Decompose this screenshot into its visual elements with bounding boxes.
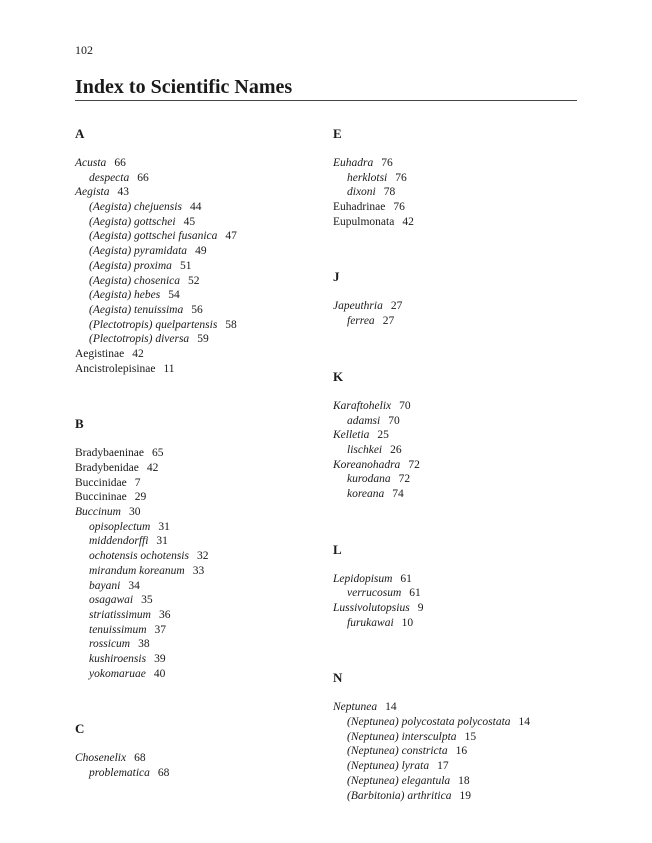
entry-name: ferrea	[347, 315, 375, 328]
entry-name: dixoni	[347, 186, 376, 199]
index-entry	[75, 362, 315, 377]
index-entry	[333, 443, 573, 458]
entry-name: Euhadrinae	[333, 201, 386, 214]
index-entry	[75, 215, 315, 230]
entry-page: 42	[146, 462, 159, 474]
index-entry	[333, 414, 573, 429]
entry-name: rossicum	[89, 638, 131, 651]
index-entry	[75, 185, 315, 200]
entry-name: Ancistrolepisinae	[75, 362, 156, 375]
entry-name: middendorffi	[89, 535, 149, 548]
index-entry	[75, 623, 315, 638]
entry-name: Neptunea	[333, 701, 378, 714]
index-entry	[333, 200, 573, 215]
entry-name: (Neptunea) elegantula	[347, 774, 451, 787]
index-entry	[75, 200, 315, 215]
entry-name: (Aegista) hebes	[89, 289, 161, 302]
entry-page: 39	[154, 652, 166, 665]
entry-name: kushiroensis	[89, 652, 147, 665]
entry-page: 17	[437, 760, 449, 773]
entry-page: 47	[225, 230, 237, 243]
entry-name: Japeuthria	[333, 300, 383, 313]
index-entry	[333, 715, 573, 730]
entry-page: 40	[153, 667, 166, 680]
entry-page: 58	[225, 318, 237, 331]
index-entry	[333, 314, 573, 329]
index-section-n	[333, 670, 573, 803]
entry-page: 29	[134, 491, 147, 504]
page-number: 102	[75, 43, 93, 57]
entry-page: 42	[402, 215, 414, 228]
index-section-b	[75, 416, 315, 681]
entry-page: 43	[117, 186, 129, 199]
entry-page: 59	[197, 333, 209, 346]
entry-page: 35	[141, 594, 153, 607]
index-entry	[75, 347, 315, 362]
entry-name: Buccinum	[75, 506, 121, 519]
entry-page: 66	[137, 171, 149, 184]
index-entry	[75, 520, 315, 535]
entry-page: 66	[114, 157, 126, 169]
page-title: Index to Scientific Names	[75, 76, 577, 101]
entry-page: 30	[128, 506, 141, 519]
entry-name: Karaftohelix	[333, 399, 392, 412]
entry-name: (Plectotropis) diversa	[89, 333, 190, 346]
entry-page: 65	[151, 447, 164, 460]
index-entry	[333, 299, 573, 314]
index-entry	[75, 534, 315, 549]
entry-name: Eupulmonata	[333, 215, 395, 228]
entry-name: (Barbitonia) arthritica	[347, 789, 452, 802]
index-entry	[333, 399, 573, 414]
entry-page: 19	[459, 789, 471, 802]
index-entry	[75, 608, 315, 623]
entry-page: 70	[388, 414, 400, 427]
entry-page: 76	[381, 157, 393, 169]
entry-name: (Neptunea) constricta	[347, 745, 448, 758]
entry-page: 56	[191, 303, 203, 316]
index-entry	[333, 171, 573, 186]
entry-page: 78	[383, 186, 396, 199]
entry-page: 70	[399, 399, 411, 412]
index-entry	[75, 303, 315, 318]
entry-name: herklotsi	[347, 171, 388, 184]
entry-page: 7	[134, 476, 141, 489]
index-entry	[75, 667, 315, 682]
section-letter: L	[333, 541, 342, 557]
index-entry	[333, 616, 573, 631]
entry-page: 44	[189, 201, 202, 214]
index-entry	[75, 156, 315, 171]
entry-name: kurodana	[347, 473, 391, 486]
entry-page: 31	[156, 535, 168, 548]
entry-page: 32	[196, 550, 209, 563]
entry-page: 72	[408, 458, 420, 471]
index-entry	[333, 730, 573, 745]
entry-page: 51	[179, 259, 192, 272]
index-entry	[333, 601, 573, 616]
index-entry	[333, 789, 573, 804]
index-entry	[75, 274, 315, 289]
entry-name: Euhadra	[333, 157, 374, 169]
entry-page: 10	[401, 616, 414, 629]
index-entry	[75, 244, 315, 259]
entry-name: Buccinidae	[75, 476, 127, 489]
entry-name: (Neptunea) intersculpta	[347, 730, 457, 743]
index-section-e	[333, 126, 573, 229]
entry-page: 16	[455, 745, 468, 758]
entry-page: 14	[518, 716, 531, 729]
section-letter: N	[333, 670, 343, 686]
entry-page: 34	[128, 579, 140, 592]
index-entry	[75, 259, 315, 274]
index-entry	[75, 652, 315, 667]
index-entry	[75, 564, 315, 579]
index-entry	[75, 446, 315, 461]
index-entry	[75, 490, 315, 505]
index-section-j	[333, 269, 573, 328]
index-entry	[75, 288, 315, 303]
entry-name: (Aegista) pyramidata	[89, 245, 188, 258]
index-entry	[333, 572, 573, 587]
entry-page: 25	[377, 429, 389, 442]
entry-page: 37	[154, 623, 166, 636]
entry-name: Lussivolutopsius	[333, 602, 410, 614]
entry-page: 61	[409, 587, 421, 600]
entry-name: Bradybaeninae	[75, 447, 144, 460]
index-entry	[333, 774, 573, 789]
entry-page: 26	[390, 443, 402, 456]
entry-page: 15	[464, 730, 477, 743]
entry-page: 33	[192, 564, 205, 577]
entry-name: lischkei	[347, 443, 383, 456]
entry-page: 36	[159, 608, 171, 621]
entry-name: (Aegista) proxima	[89, 259, 172, 272]
entry-page: 9	[417, 602, 424, 614]
entry-name: adamsi	[347, 414, 381, 427]
index-column-right	[333, 126, 573, 843]
index-entry	[333, 472, 573, 487]
entry-name: (Neptunea) lyrata	[347, 760, 430, 773]
entry-page: 68	[134, 752, 146, 765]
index-entry	[333, 156, 573, 171]
entry-name: Acusta	[75, 157, 107, 169]
index-entry	[75, 332, 315, 347]
entry-page: 18	[458, 774, 470, 787]
index-entry	[75, 171, 315, 186]
entry-name: opisoplectum	[89, 520, 151, 533]
index-entry	[75, 766, 315, 781]
index-entry	[333, 586, 573, 601]
entry-name: Bradybenidae	[75, 462, 139, 474]
index-entry	[75, 637, 315, 652]
entry-page: 38	[138, 638, 150, 651]
index-section-l	[333, 542, 573, 631]
index-entry	[333, 700, 573, 715]
entry-name: ochotensis ochotensis	[89, 550, 189, 563]
entry-page: 61	[400, 572, 412, 585]
index-column-left	[75, 126, 315, 821]
entry-name: despecta	[89, 171, 130, 184]
entry-name: mirandum koreanum	[89, 564, 185, 577]
entry-page: 52	[188, 274, 200, 287]
entry-page: 27	[390, 300, 403, 313]
entry-page: 74	[392, 487, 404, 500]
entry-name: koreana	[347, 487, 385, 500]
section-letter: J	[333, 269, 340, 285]
entry-name: Aegistinae	[75, 347, 125, 360]
index-entry	[333, 759, 573, 774]
entry-name: Aegista	[75, 186, 110, 199]
entry-name: (Aegista) gottschei	[89, 215, 176, 228]
index-entry	[75, 476, 315, 491]
entry-name: Koreanohadra	[333, 458, 401, 471]
index-entry	[75, 318, 315, 333]
index-section-c	[75, 721, 315, 780]
entry-name: Kelletia	[333, 429, 370, 442]
entry-page: 68	[157, 767, 170, 779]
entry-page: 72	[398, 473, 411, 486]
section-letter: K	[333, 368, 344, 384]
entry-page: 11	[163, 362, 175, 375]
index-entry	[333, 487, 573, 502]
entry-name: (Aegista) gottschei fusanica	[89, 230, 218, 243]
index-entry	[75, 505, 315, 520]
entry-page: 45	[183, 215, 196, 228]
section-letter: A	[75, 126, 85, 141]
entry-name: (Plectotropis) quelpartensis	[89, 318, 218, 331]
entry-name: verrucosum	[347, 587, 402, 600]
index-entry	[333, 744, 573, 759]
entry-name: furukawai	[347, 616, 394, 629]
index-entry	[333, 428, 573, 443]
entry-name: bayani	[89, 579, 121, 592]
entry-name: yokomaruae	[89, 667, 146, 680]
index-section-a	[75, 126, 315, 376]
index-entry	[75, 549, 315, 564]
entry-name: Lepidopisum	[333, 572, 393, 585]
index-entry	[75, 751, 315, 766]
index-entry	[333, 458, 573, 473]
entry-page: 14	[385, 701, 397, 714]
entry-page: 54	[168, 289, 180, 302]
entry-name: (Aegista) tenuissima	[89, 303, 184, 316]
index-entry	[75, 229, 315, 244]
index-section-k	[333, 369, 573, 502]
entry-name: (Aegista) chejuensis	[89, 201, 182, 214]
entry-name: problematica	[89, 767, 150, 779]
entry-page: 31	[158, 520, 170, 533]
entry-page: 76	[395, 171, 407, 184]
entry-name: tenuissimum	[89, 623, 147, 636]
entry-page: 49	[195, 245, 207, 258]
entry-name: (Neptunea) polycostata polycostata	[347, 716, 511, 729]
entry-name: Buccininae	[75, 491, 127, 504]
index-entry	[75, 593, 315, 608]
section-letter: B	[75, 416, 84, 432]
entry-name: (Aegista) chosenica	[89, 274, 181, 287]
index-entry	[75, 579, 315, 594]
entry-name: osagawai	[89, 594, 134, 607]
entry-page: 27	[382, 315, 395, 328]
index-entry	[75, 461, 315, 476]
section-letter: C	[75, 721, 85, 737]
index-entry	[333, 215, 573, 230]
entry-page: 42	[132, 347, 144, 360]
section-letter: E	[333, 126, 342, 141]
index-entry	[333, 185, 573, 200]
entry-name: striatissimum	[89, 608, 151, 621]
entry-page: 76	[393, 201, 405, 214]
entry-name: Chosenelix	[75, 752, 127, 765]
